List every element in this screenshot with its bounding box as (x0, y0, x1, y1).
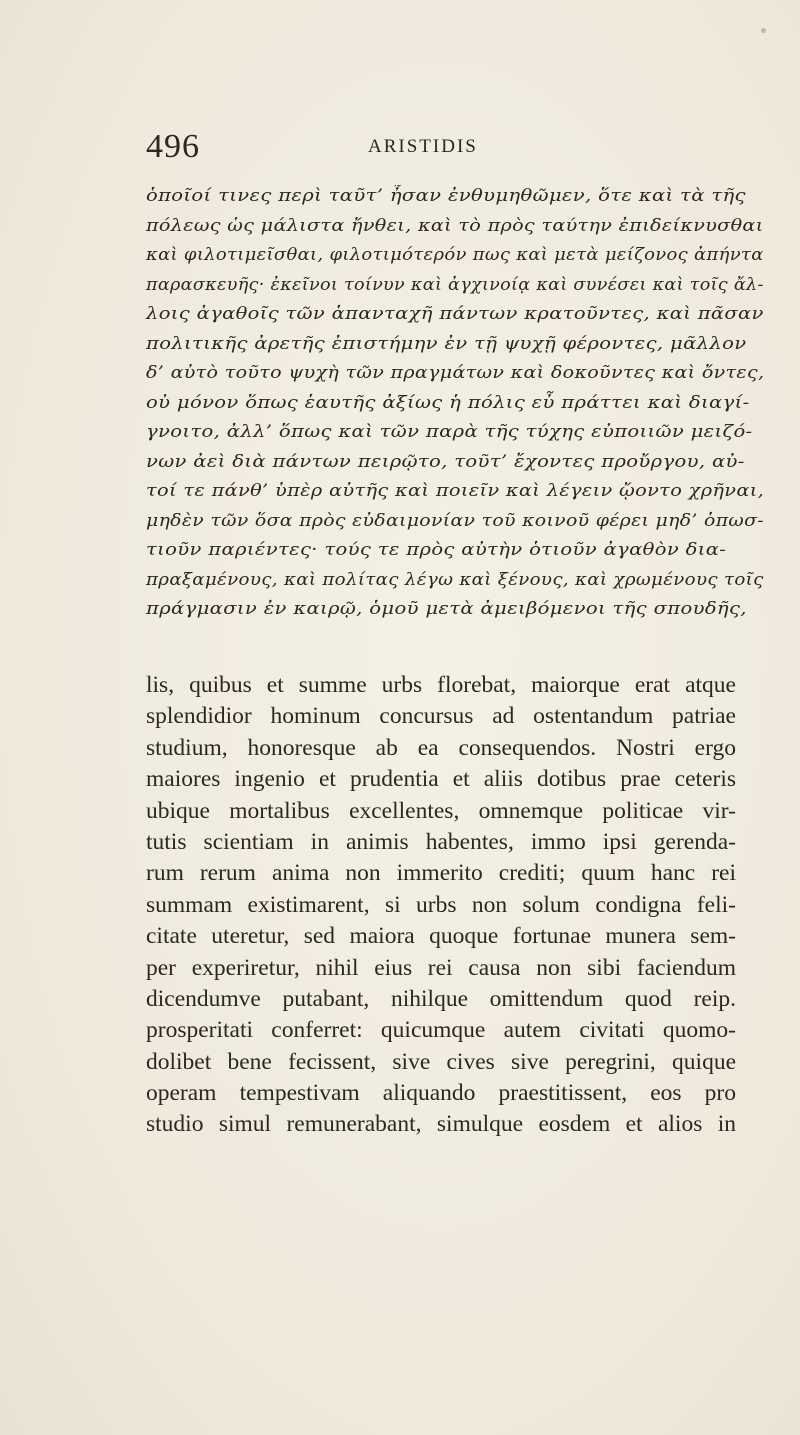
greek-text-line: πολιτικῆς ἀρετῆς ἐπιστήμην ἐν τῇ ψυχῇ φέροντες, μᾶλλον (146, 333, 747, 354)
latin-text-line: per experiretur, nihil eius rei causa non sibi faciendum (146, 954, 736, 981)
greek-text-line: λοις ἀγαθοῖς τῶν ἁπανταχῆ πάντων κρατοῦντες, καὶ πᾶσαν (146, 304, 764, 324)
greek-text-line: παρασκευῆς· ἐκεῖνοι τοίνυν καὶ ἀγχινοίᾳ καὶ συνέσει καὶ τοῖς ἄλ- (146, 274, 764, 295)
latin-text-line: ubique mortalibus excellentes, omnemque politicae vir- (146, 797, 736, 824)
latin-text-line: dicendumve putabant, nihilque omittendum quod reip. (146, 985, 736, 1012)
greek-text-line: οὐ μόνον ὅπως ἑαυτῆς ἀξίως ἡ πόλις εὖ πράττει καὶ διαγί- (146, 392, 750, 413)
greek-text-line: τοί τε πάνθ’ ὑπὲρ αὐτῆς καὶ ποιεῖν καὶ λέγειν ᾤοντο χρῆναι, (146, 481, 765, 501)
latin-text-line: maiores ingenio et prudentia et aliis dotibus prae ceteris (146, 766, 736, 793)
greek-text-block (146, 182, 766, 625)
latin-text-line: operam tempestivam aliquando praestitissent, eos pro (146, 1080, 736, 1107)
page-header (146, 128, 746, 168)
latin-text-line: splendidior hominum concursus ad ostentandum patriae (146, 703, 736, 730)
latin-text-line: studium, honoresque ab ea consequendos. Nostri ergo (146, 734, 736, 761)
greek-text-line: πραξαμένους, καὶ πολίτας λέγω καὶ ξένους, καὶ χρωμένους τοῖς (146, 569, 764, 590)
greek-text-line: νων ἀεὶ διὰ πάντων πειρῷτο, τοῦτ’ ἔχοντες προὔργου, αὐ- (146, 451, 745, 472)
greek-text-line: καὶ φιλοτιμεῖσθαι, φιλοτιμότερόν πως καὶ μετὰ μείζονος ἀπήντα (146, 245, 764, 265)
latin-text-line: rum rerum anima non immerito crediti; quum hanc rei (146, 860, 736, 887)
latin-text-line: lis, quibus et summe urbs florebat, maiorque erat atque (146, 672, 736, 698)
paper-spot (761, 28, 766, 33)
greek-text-line: δ’ αὐτὸ τοῦτο ψυχὴ τῶν πραγμάτων καὶ δοκοῦντες καὶ ὄντες, (146, 363, 765, 383)
latin-text-line: dolibet bene fecissent, sive cives sive peregrini, quique (146, 1048, 736, 1075)
greek-text-line: ὁποῖοί τινες περὶ ταῦτ’ ἦσαν ἐνθυμηθῶμεν, ὅτε καὶ τὰ τῆς (146, 186, 746, 206)
latin-text-line: prosperitati conferret: quicumque autem civitati quomo- (146, 1017, 736, 1044)
greek-text-line: γνοιτο, ἀλλ’ ὅπως καὶ τῶν παρὰ τῆς τύχης εὐποιιῶν μειζό- (146, 422, 753, 442)
running-head: ARISTIDIS (368, 136, 478, 157)
latin-translation-block (146, 670, 766, 1141)
latin-text-line: summam existimarent, si urbs non solum condigna feli- (146, 891, 736, 918)
greek-text-line: μηδὲν τῶν ὅσα πρὸς εὐδαιμονίαν τοῦ κοινοῦ φέρει μηδ’ ὁπωσ- (146, 510, 764, 531)
greek-text-line: τιοῦν παριέντες· τούς τε πρὸς αὐτὴν ὁτιοῦν ἀγαθὸν δια- (146, 540, 727, 560)
latin-text-line: citate uteretur, sed maiora quoque fortunae munera sem- (146, 923, 736, 950)
page-number: 496 (146, 128, 200, 165)
greek-text-line: πόλεως ὡς μάλιστα ἤνθει, καὶ τὸ πρὸς ταύτην ἐπιδείκνυσθαι (146, 215, 764, 236)
latin-text-line: studio simul remunerabant, simulque eosdem et alios in (146, 1111, 736, 1138)
greek-text-line: πράγμασιν ἐν καιρῷ, ὁμοῦ μετὰ ἀμειβόμενοι τῆς σπουδῆς, (146, 599, 747, 619)
latin-text-line: tutis scientiam in animis habentes, immo ipsi gerenda- (146, 828, 736, 855)
